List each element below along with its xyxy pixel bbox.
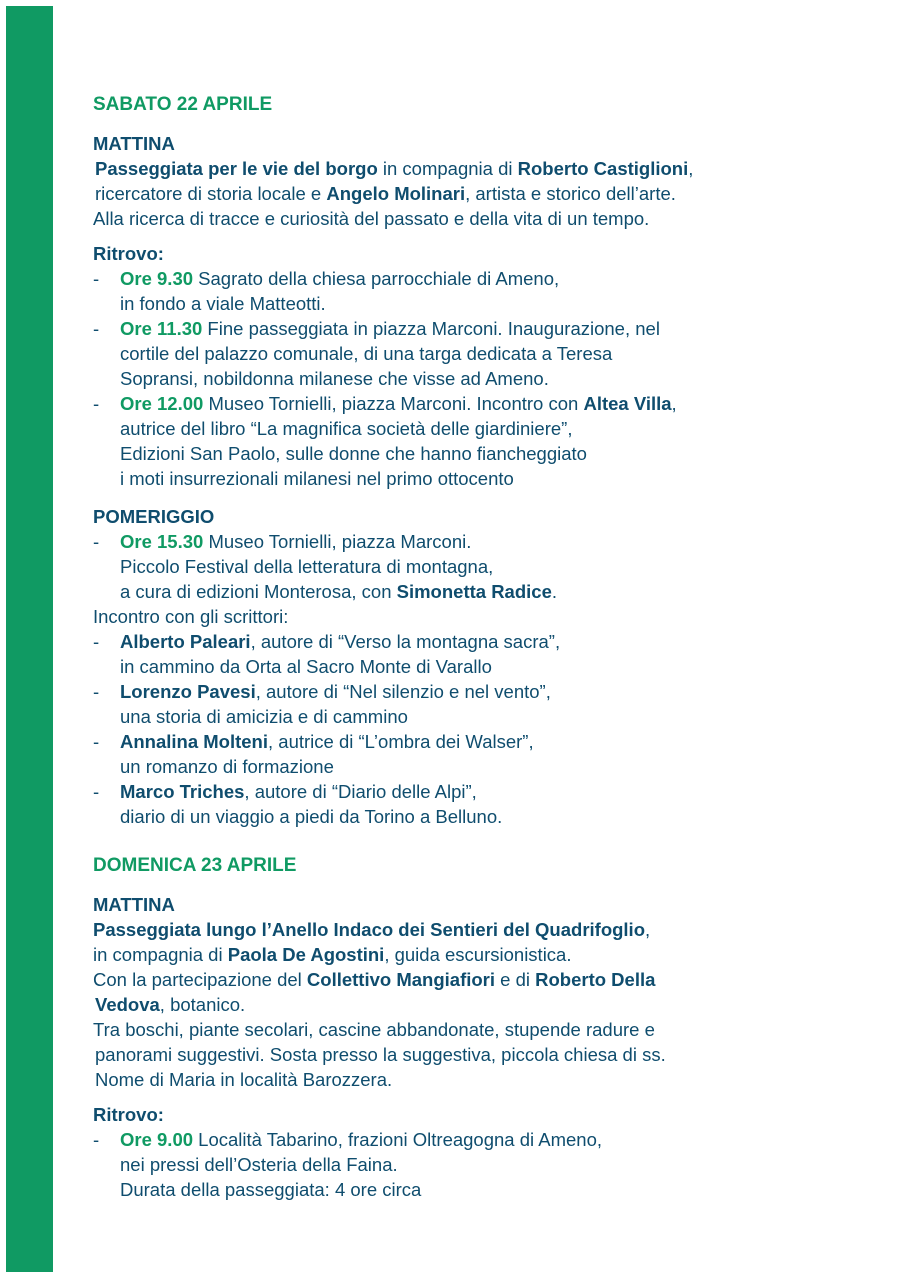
period-morning-sunday: MATTINA	[93, 894, 175, 915]
sunday-line-4: Vedova, botanico.	[95, 994, 246, 1015]
period-morning-saturday: MATTINA	[93, 133, 175, 154]
ritrovo-label: Ritrovo:	[93, 243, 164, 264]
list-item: - Ore 9.00 Località Tabarino, frazioni Oltreagogna di Ameno, nei pressi dell’Osteria della Faina. Durata della passeggiata: 4 ore circa	[93, 1129, 603, 1200]
day-title-sunday: DOMENICA 23 APRILE	[93, 855, 297, 876]
sunday-line-2: in compagnia di Paola De Agostini, guida escursionistica.	[93, 944, 572, 965]
sunday-line-6: panorami suggestivi. Sosta presso la suggestiva, piccola chiesa di ss.	[95, 1044, 666, 1065]
intro-line-2: ricercatore di storia locale e Angelo Molinari, artista e storico dell’arte.	[95, 183, 676, 204]
period-afternoon-saturday: POMERIGGIO	[93, 506, 215, 527]
incontro-label: Incontro con gli scrittori:	[93, 606, 289, 627]
list-item: - Annalina Molteni, autrice di “L’ombra dei Walser”, un romanzo di formazione	[93, 731, 534, 777]
sunday-line-1: Passeggiata lungo l’Anello Indaco dei Sentieri del Quadrifoglio,	[93, 919, 651, 940]
green-sidebar-bar	[6, 6, 53, 1272]
list-item: - Ore 12.00 Museo Tornielli, piazza Marconi. Incontro con Altea Villa, autrice del libro “La magnifica società delle giardiniere”, Edizioni San Paolo, sulle donne che hanno fiancheggiato i moti insurrezionali milanesi nel primo ottocento	[93, 393, 677, 489]
sunday-line-5: Tra boschi, piante secolari, cascine abbandonate, stupende radure e	[93, 1019, 655, 1040]
list-item: - Ore 11.30 Fine passeggiata in piazza Marconi. Inaugurazione, nel cortile del palazzo comunale, di una targa dedicata a Teresa Sopransi, nobildonna milanese che visse ad Ameno.	[93, 318, 660, 389]
intro-line-3: Alla ricerca di tracce e curiosità del passato e della vita di un tempo.	[93, 208, 650, 229]
list-item: - Marco Triches, autore di “Diario delle Alpi”, diario di un viaggio a piedi da Torino a Belluno.	[93, 781, 503, 827]
sunday-line-7: Nome di Maria in località Barozzera.	[95, 1069, 393, 1090]
list-item: - Lorenzo Pavesi, autore di “Nel silenzio e nel vento”, una storia di amicizia e di cammino	[93, 681, 551, 727]
intro-line-1: Passeggiata per le vie del borgo in compagnia di Roberto Castiglioni,	[95, 158, 694, 179]
list-item: - Alberto Paleari, autore di “Verso la montagna sacra”, in cammino da Orta al Sacro Monte di Varallo	[93, 631, 561, 677]
ritrovo-label-sunday: Ritrovo:	[93, 1104, 164, 1125]
program-content	[93, 92, 853, 1202]
list-item: - Ore 15.30 Museo Tornielli, piazza Marconi. Piccolo Festival della letteratura di montagna, a cura di edizioni Monterosa, con Simonetta Radice.	[93, 531, 558, 602]
sunday-line-3: Con la partecipazione del Collettivo Mangiafiori e di Roberto Della	[93, 969, 656, 990]
list-item: - Ore 9.30 Sagrato della chiesa parrocchiale di Ameno, in fondo a viale Matteotti.	[93, 268, 560, 314]
day-title-saturday: SABATO 22 APRILE	[93, 94, 273, 115]
